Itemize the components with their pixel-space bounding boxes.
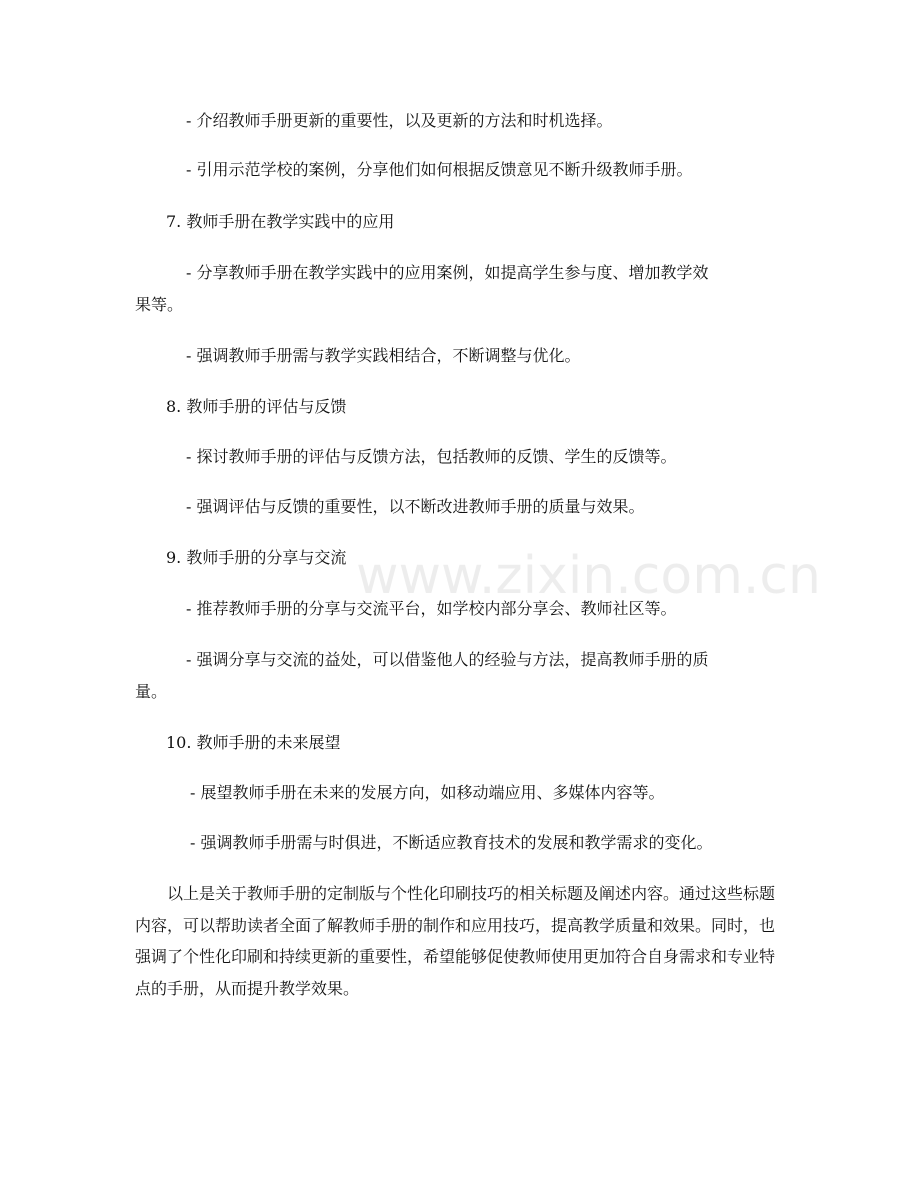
bullet-sharing-benefits: - 强调分享与交流的益处，可以借鉴他人的经验与方法，提高教师手册的质 — [186, 650, 709, 669]
bullet-sharing-platforms: - 推荐教师手册的分享与交流平台，如学校内部分享会、教师社区等。 — [186, 599, 677, 618]
bullet-keep-pace: - 强调教师手册需与时俱进，不断适应教育技术的发展和教学需求的变化。 — [190, 833, 713, 852]
bullet-practice-cases-cont: 果等。 — [135, 295, 184, 314]
bullet-update-importance: - 介绍教师手册更新的重要性，以及更新的方法和时机选择。 — [186, 111, 613, 130]
heading-9: 9. 教师手册的分享与交流 — [166, 548, 347, 567]
bullet-future-directions: - 展望教师手册在未来的发展方向，如移动端应用、多媒体内容等。 — [190, 783, 665, 802]
bullet-sharing-benefits-cont: 量。 — [135, 682, 168, 701]
bullet-model-school-cases: - 引用示范学校的案例，分享他们如何根据反馈意见不断升级教师手册。 — [186, 160, 693, 179]
bullet-evaluation-importance: - 强调评估与反馈的重要性，以不断改进教师手册的质量与效果。 — [186, 497, 645, 516]
bullet-practice-cases: - 分享教师手册在教学实践中的应用案例，如提高学生参与度、增加教学效 — [186, 263, 709, 282]
bullet-evaluation-methods: - 探讨教师手册的评估与反馈方法，包括教师的反馈、学生的反馈等。 — [186, 447, 677, 466]
watermark: www.zixin.com.cn — [356, 546, 821, 606]
bullet-combine-practice: - 强调教师手册需与教学实践相结合，不断调整与优化。 — [186, 346, 581, 365]
heading-10: 10. 教师手册的未来展望 — [166, 733, 341, 752]
heading-7: 7. 教师手册在教学实践中的应用 — [166, 212, 395, 231]
summary-paragraph: 以上是关于教师手册的定制版与个性化印刷技巧的相关标题及阐述内容。通过这些标题内容，可以帮助读者全面了解教师手册的制作和应用技巧，提高教学质量和效果。同时，也强调了个性化印刷和持续更新的重要性，希望能够促使教师使用更加符合自身需求和专业特点的手册，从而提升教学效果。 — [135, 884, 776, 998]
heading-8: 8. 教师手册的评估与反馈 — [166, 397, 347, 416]
